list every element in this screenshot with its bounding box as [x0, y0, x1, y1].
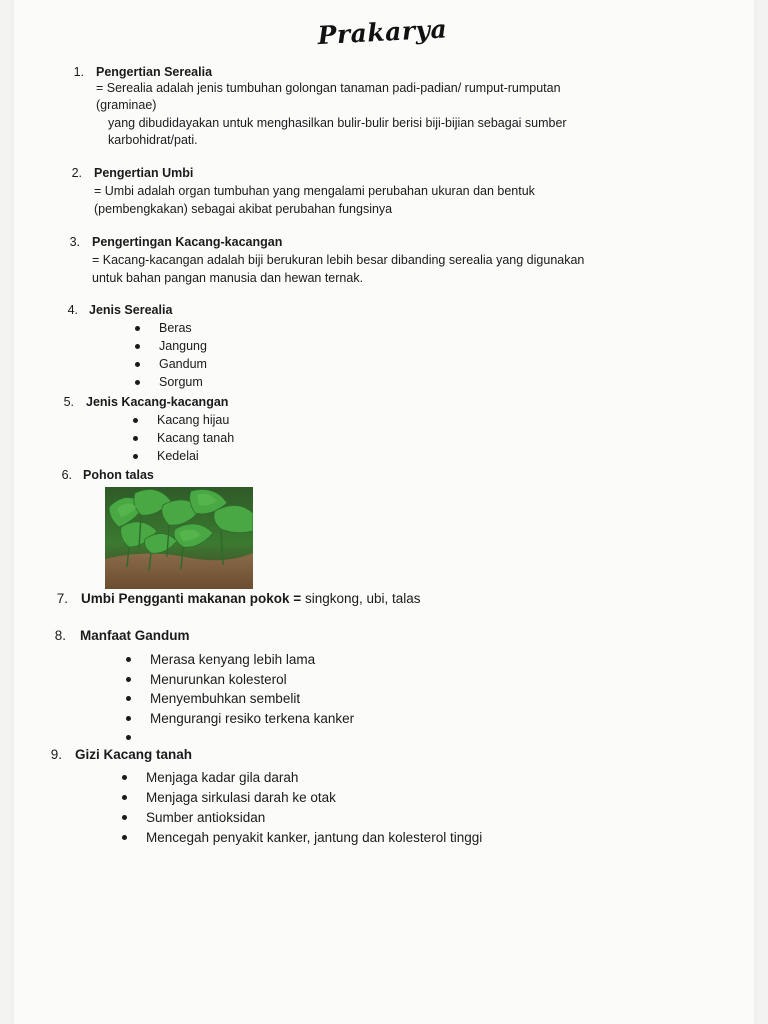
- list-item-text: Kacang hijau: [157, 413, 230, 427]
- bullet-icon: [133, 454, 138, 459]
- list-item-text: Beras: [159, 321, 192, 335]
- bullet-icon: [135, 344, 140, 349]
- bullet-icon: [135, 326, 140, 331]
- bullet-icon: [135, 380, 140, 385]
- list-item: [122, 788, 482, 808]
- list-item-text: Jangung: [159, 339, 207, 353]
- body-line: (graminae): [96, 98, 157, 112]
- section-number: 3.: [69, 235, 80, 249]
- list-item-text: Menyembuhkan sembelit: [150, 691, 301, 706]
- list-item: [126, 689, 354, 709]
- list-item: [122, 768, 482, 788]
- bullet-list: [133, 411, 234, 465]
- list-item-text: Mencegah penyakit kanker, jantung dan kolesterol tinggi: [146, 830, 483, 845]
- section-number: 8.: [54, 628, 66, 643]
- list-item: [126, 728, 354, 748]
- section-heading: Jenis Kacang-kacangan: [86, 395, 229, 409]
- list-item: [126, 709, 354, 729]
- section-number: 1.: [73, 65, 84, 79]
- list-item: [122, 808, 482, 828]
- bullet-icon: [122, 835, 127, 840]
- bullet-icon: [135, 362, 140, 367]
- section-number: 6.: [61, 468, 72, 482]
- section-heading: Pengertingan Kacang-kacangan: [92, 235, 283, 249]
- body-line: = Serealia adalah jenis tumbuhan golongan tanaman padi-padian/ rumput-rumputan: [96, 81, 561, 95]
- section-heading: Manfaat Gandum: [80, 628, 190, 643]
- list-item: [135, 319, 207, 337]
- bullet-icon: [122, 795, 127, 800]
- bullet-icon: [126, 696, 131, 701]
- taro-plant-photo: [105, 487, 253, 589]
- bullet-icon: [126, 735, 131, 740]
- list-item: [133, 411, 234, 429]
- section-line: [81, 590, 421, 608]
- list-item-text: Menurunkan kolesterol: [150, 671, 287, 687]
- page-title: Prakarya: [316, 14, 448, 51]
- list-item-text: Sumber antioksidan: [146, 810, 266, 825]
- bullet-icon: [133, 418, 138, 423]
- section-heading: Jenis Serealia: [89, 303, 173, 317]
- bullet-list: [122, 768, 482, 848]
- section-heading: Pohon talas: [83, 468, 154, 482]
- list-item-text: Merasa kenyang lebih lama: [150, 652, 316, 667]
- body-line: karbohidrat/pati.: [108, 133, 198, 147]
- list-item-text: Menjaga kadar gila darah: [146, 770, 299, 785]
- section-number: 5.: [63, 395, 74, 409]
- list-item-text: Kacang tanah: [157, 431, 235, 445]
- list-item: [126, 650, 354, 670]
- list-item-text: Mengurangi resiko terkena kanker: [150, 710, 355, 726]
- list-item: [135, 355, 207, 373]
- bullet-list: [135, 319, 207, 391]
- section-heading: Umbi Pengganti makanan pokok =: [81, 591, 302, 606]
- list-item: [122, 828, 482, 848]
- section-heading: Pengertian Serealia: [96, 65, 213, 79]
- list-item-text: Sorgum: [159, 375, 203, 389]
- taro-plant-icon: [105, 487, 253, 589]
- body-line: = Kacang-kacangan adalah biji berukuran lebih besar dibanding serealia yang digunakan: [92, 253, 585, 267]
- bullet-icon: [122, 775, 127, 780]
- body-line: = Umbi adalah organ tumbuhan yang mengalami perubahan ukuran dan bentuk: [94, 184, 535, 198]
- list-item: [133, 429, 234, 447]
- bullet-icon: [122, 815, 127, 820]
- bullet-list: [126, 650, 354, 748]
- section-number: 4.: [67, 303, 78, 317]
- list-item: [135, 337, 207, 355]
- list-item: [133, 447, 234, 465]
- bullet-icon: [133, 436, 138, 441]
- body-line: (pembengkakan) sebagai akibat perubahan fungsinya: [94, 202, 393, 216]
- bullet-icon: [126, 716, 131, 721]
- section-text: singkong, ubi, talas: [301, 591, 421, 606]
- section-number: 7.: [56, 591, 68, 606]
- list-item: [135, 373, 207, 391]
- list-item-text: Menjaga sirkulasi darah ke otak: [146, 790, 336, 805]
- body-line: yang dibudidayakan untuk menghasilkan bulir-bulir berisi biji-bijian sebagai sumber: [108, 116, 567, 130]
- bullet-icon: [126, 677, 131, 682]
- section-heading: Gizi Kacang tanah: [75, 747, 193, 762]
- bullet-icon: [126, 657, 131, 662]
- list-item-text: Gandum: [159, 357, 207, 371]
- section-number: 2.: [71, 166, 82, 180]
- list-item: [126, 670, 354, 690]
- body-line: untuk bahan pangan manusia dan hewan ternak.: [92, 271, 364, 285]
- section-heading: Pengertian Umbi: [94, 166, 194, 180]
- list-item-text: Kedelai: [157, 449, 199, 463]
- section-number: 9.: [50, 747, 62, 762]
